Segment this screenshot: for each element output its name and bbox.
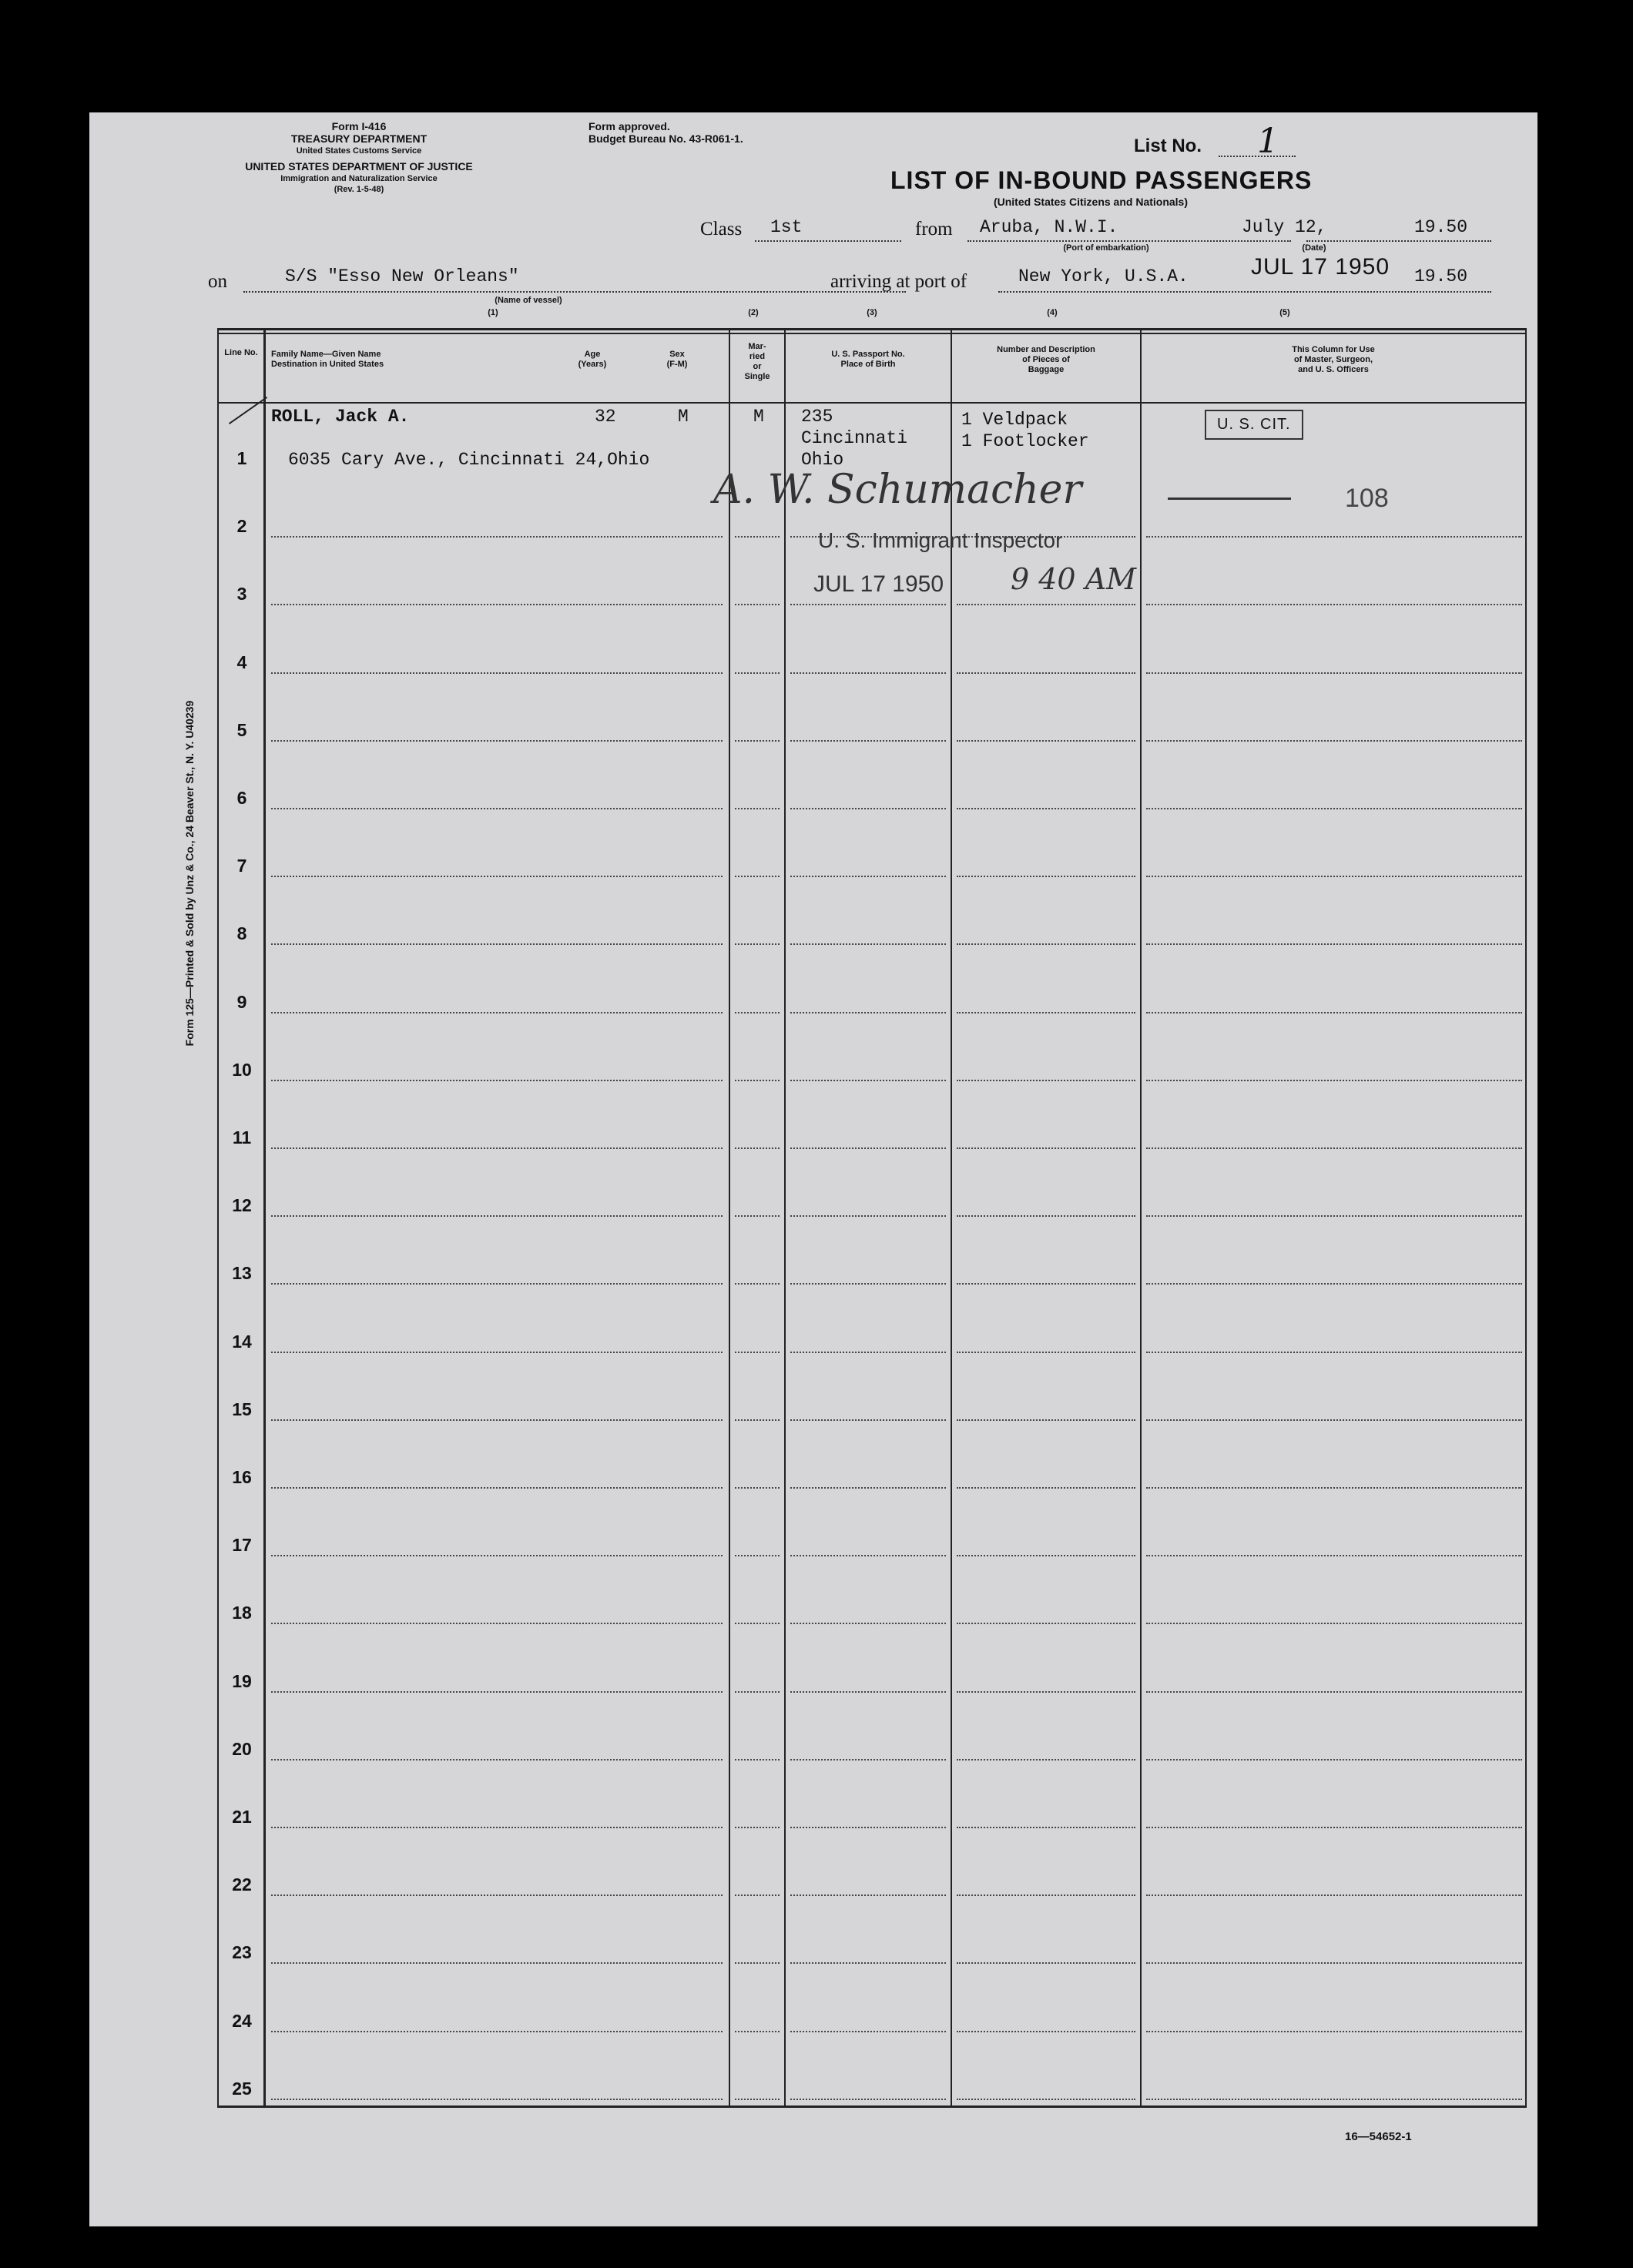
row-number: 24: [232, 2010, 252, 2031]
row-line: [1146, 1352, 1522, 1353]
row-number: 5: [236, 719, 247, 740]
row-number: 17: [232, 1535, 252, 1556]
row-line: [957, 943, 1135, 945]
row-line: [1146, 740, 1522, 742]
row-number: 19: [232, 1670, 252, 1691]
list-no-label: List No.: [1134, 136, 1202, 156]
passenger-address: 6035 Cary Ave., Cincinnati 24,Ohio: [288, 450, 650, 470]
row-line: [1146, 2099, 1522, 2100]
passenger-married: M: [753, 407, 764, 427]
row-line: [271, 876, 723, 877]
row-number: 14: [232, 1331, 252, 1352]
bleed-through: [521, 1514, 1507, 1838]
row-line: [957, 808, 1135, 809]
year-value-1: 19.50: [1414, 217, 1468, 237]
passenger-checkmark: [229, 397, 267, 424]
row-line: [790, 1080, 946, 1081]
row-line: [957, 740, 1135, 742]
col-divider: [784, 328, 786, 2107]
row-line: [271, 808, 723, 809]
arrival-date-stamp: JUL 17 1950: [1251, 254, 1390, 280]
col-num-5: (5): [1279, 308, 1290, 317]
citizenship-stamp: U. S. CIT.: [1205, 410, 1303, 440]
row-line: [1146, 876, 1522, 877]
row-line: [735, 1487, 780, 1489]
row-line: [790, 1487, 946, 1489]
manifest-page: [89, 112, 1537, 2226]
customs-service: United States Customs Service: [296, 146, 422, 156]
col-divider: [951, 328, 952, 2107]
row-number: 15: [232, 1399, 252, 1419]
form-approved: Form approved.: [588, 120, 670, 132]
row-line: [957, 1215, 1135, 1217]
row-line: [957, 604, 1135, 605]
baggage-item-1: 1 Veldpack: [961, 410, 1068, 430]
row-line: [271, 943, 723, 945]
list-no-value: 1: [1257, 122, 1279, 161]
row-line: [735, 1147, 780, 1149]
row-line: [735, 1283, 780, 1285]
year-value-2: 19.50: [1414, 266, 1468, 286]
row-line: [271, 672, 723, 674]
row-line: [1146, 1894, 1522, 1896]
row-line: [790, 1147, 946, 1149]
row-line: [957, 1080, 1135, 1081]
row-line: [271, 1487, 723, 1489]
header-passport: U. S. Passport No. Place of Birth: [831, 350, 905, 369]
passenger-name: ROLL, Jack A.: [271, 407, 410, 427]
row-line: [790, 943, 946, 945]
row-line: [735, 1012, 780, 1013]
footer-code: 16—54652-1: [1345, 2130, 1412, 2143]
from-line: [967, 240, 1291, 242]
row-line: [271, 1012, 723, 1013]
row-line: [957, 1012, 1135, 1013]
row-line: [1146, 808, 1522, 809]
col-divider: [1140, 328, 1142, 2107]
row-number: 13: [232, 1263, 252, 1284]
row-line: [1146, 1215, 1522, 1217]
row-line: [735, 1080, 780, 1081]
row-line: [957, 1962, 1135, 1964]
department-of-justice: UNITED STATES DEPARTMENT OF JUSTICE: [245, 160, 473, 173]
passenger-sex: M: [678, 407, 689, 427]
signature-tail: [1168, 497, 1291, 500]
row-number: 25: [232, 2078, 252, 2099]
row-line: [1146, 536, 1522, 538]
row-number: 7: [236, 856, 247, 876]
inspector-title: U. S. Immigrant Inspector: [818, 528, 1063, 552]
row-number: 4: [236, 652, 247, 672]
row-line: [957, 1419, 1135, 1421]
row-line: [735, 672, 780, 674]
from-label: from: [915, 219, 953, 240]
row-number: 11: [232, 1127, 252, 1147]
row-line: [1146, 672, 1522, 674]
row-line: [271, 1894, 723, 1896]
class-line: [755, 240, 901, 242]
row-line: [957, 1894, 1135, 1896]
row-number: 20: [232, 1738, 252, 1759]
row-line: [790, 1419, 946, 1421]
row-line: [790, 1215, 946, 1217]
row-line: [1146, 1962, 1522, 1964]
row-line: [790, 2099, 946, 2100]
arrival-line: [998, 291, 1491, 293]
row-line: [735, 1419, 780, 1421]
header-married: Mar- ried or Single: [744, 342, 770, 381]
col-num-4: (4): [1047, 308, 1058, 317]
row-number: 12: [232, 1195, 252, 1216]
row-number: 8: [236, 923, 247, 944]
form-number: Form I-416: [331, 120, 387, 132]
row-number: 22: [232, 1874, 252, 1895]
row-line: [271, 740, 723, 742]
row-line: [1146, 1419, 1522, 1421]
row-line: [735, 943, 780, 945]
header-age: Age (Years): [578, 350, 607, 369]
row-line: [271, 2031, 723, 2032]
header-line-no: Line No.: [224, 348, 258, 357]
row-line: [271, 1080, 723, 1081]
page-title: LIST OF IN-BOUND PASSENGERS: [890, 166, 1313, 194]
table-top-rule: [217, 328, 1527, 330]
row-line: [735, 1215, 780, 1217]
arrival-port: New York, U.S.A.: [1018, 266, 1189, 286]
header-name: Family Name—Given Name Destination in United States: [271, 350, 384, 369]
row-line: [735, 1962, 780, 1964]
row-number: 18: [232, 1603, 252, 1623]
date-caption: (Date): [1302, 243, 1326, 253]
row-line: [271, 1419, 723, 1421]
class-value: 1st: [770, 217, 803, 237]
col-divider: [1525, 328, 1527, 2107]
header-bottom-rule: [217, 402, 1527, 404]
row-number: 1: [236, 448, 247, 468]
row-number: 23: [232, 1942, 252, 1963]
row-line: [790, 1283, 946, 1285]
row-number: 10: [232, 1059, 252, 1080]
passenger-age: 32: [595, 407, 616, 427]
port-caption: (Port of embarkation): [1063, 243, 1149, 253]
vessel-name: S/S "Esso New Orleans": [285, 266, 519, 286]
row-line: [790, 740, 946, 742]
row-line: [735, 1894, 780, 1896]
row-line: [957, 1487, 1135, 1489]
row-line: [271, 2099, 723, 2100]
vessel-line: [243, 291, 906, 293]
baggage-item-2: 1 Footlocker: [961, 431, 1089, 451]
row-number: 9: [236, 991, 247, 1012]
row-line: [790, 604, 946, 605]
row-line: [957, 1352, 1135, 1353]
page-subtitle: (United States Citizens and Nationals): [993, 196, 1189, 208]
row-line: [271, 1147, 723, 1149]
record-count: 108: [1345, 484, 1389, 513]
date-value: July 12,: [1242, 217, 1327, 237]
date-line: [1306, 240, 1491, 242]
birth-state: Ohio: [801, 450, 844, 470]
row-number: 2: [236, 516, 247, 537]
row-line: [957, 876, 1135, 877]
header-sex: Sex (F-M): [666, 350, 688, 369]
row-line: [735, 740, 780, 742]
row-line: [957, 2099, 1135, 2100]
row-line: [1146, 2031, 1522, 2032]
row-line: [735, 604, 780, 605]
row-line: [271, 1215, 723, 1217]
row-line: [790, 876, 946, 877]
row-line: [1146, 604, 1522, 605]
table-top-rule-2: [217, 333, 1527, 334]
from-value: Aruba, N.W.I.: [980, 217, 1118, 237]
row-line: [271, 1352, 723, 1353]
row-line: [735, 876, 780, 877]
row-number: 21: [232, 1807, 252, 1827]
row-line: [790, 2031, 946, 2032]
printer-imprint: Form 125—Printed & Sold by Unz & Co., 24 Beaver St., N. Y. U40239: [183, 700, 196, 1047]
row-line: [1146, 1080, 1522, 1081]
row-line: [790, 808, 946, 809]
header-officers: This Column for Use of Master, Surgeon, and U. S. Officers: [1292, 345, 1375, 374]
header-baggage: Number and Description of Pieces of Baggage: [997, 345, 1095, 374]
vessel-caption: (Name of vessel): [495, 296, 562, 305]
row-line: [1146, 1012, 1522, 1013]
row-line: [1146, 1487, 1522, 1489]
row-line: [735, 536, 780, 538]
row-line: [1146, 1283, 1522, 1285]
row-number: 3: [236, 584, 247, 605]
row-line: [957, 2031, 1135, 2032]
col-num-1: (1): [488, 308, 498, 317]
row-line: [735, 808, 780, 809]
row-line: [271, 604, 723, 605]
col-num-2: (2): [748, 308, 759, 317]
col-num-3: (3): [867, 308, 877, 317]
arriving-label: arriving at port of: [830, 271, 967, 292]
row-line: [271, 1962, 723, 1964]
row-line: [790, 672, 946, 674]
row-line: [790, 1894, 946, 1896]
revision-date: (Rev. 1-5-48): [334, 185, 384, 194]
col-divider: [729, 328, 730, 2107]
row-line: [735, 2031, 780, 2032]
row-line: [735, 2099, 780, 2100]
row-number: 6: [236, 788, 247, 808]
row-line: [735, 1352, 780, 1353]
row-line: [790, 1352, 946, 1353]
treasury-department: TREASURY DEPARTMENT: [290, 132, 428, 145]
row-number: 16: [232, 1467, 252, 1487]
row-line: [957, 1283, 1135, 1285]
class-label: Class: [700, 219, 743, 240]
ins-service: Immigration and Naturalization Service: [280, 174, 438, 183]
row-line: [271, 1283, 723, 1285]
inspection-time: 9 40 AM: [1011, 562, 1137, 596]
row-line: [271, 536, 723, 538]
row-line: [790, 1012, 946, 1013]
inspection-date-stamp: JUL 17 1950: [813, 571, 944, 597]
row-line: [1146, 1147, 1522, 1149]
inspector-signature: A. W. Schumacher: [713, 467, 1082, 513]
row-line: [790, 1962, 946, 1964]
row-line: [957, 672, 1135, 674]
birth-city: Cincinnati: [801, 428, 908, 448]
on-label: on: [208, 271, 227, 292]
row-line: [957, 1147, 1135, 1149]
budget-bureau: Budget Bureau No. 43-R061-1.: [588, 132, 743, 145]
row-line: [1146, 943, 1522, 945]
table-bottom-rule: [217, 2106, 1527, 2108]
passport-number: 235: [801, 407, 833, 427]
